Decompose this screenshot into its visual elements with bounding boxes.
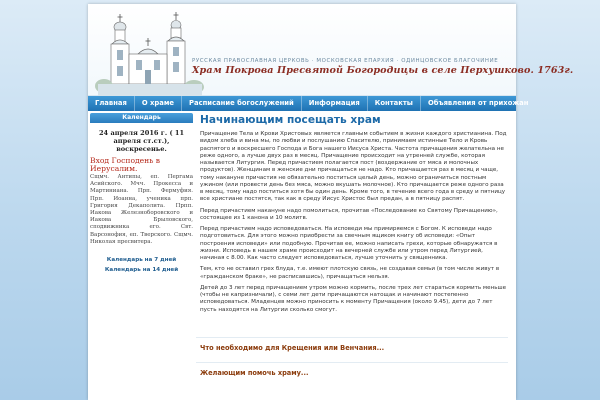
calendar-7-days-link[interactable]: Календарь на 7 дней xyxy=(106,257,177,264)
divider xyxy=(196,362,508,363)
article-paragraph: Перед причастием накануне надо помолиться, прочитав «Последование ко Святому Причащению», состоящее из 1 канона и 10 молитв. xyxy=(200,207,498,221)
nav-item-contacts[interactable]: Контакты xyxy=(368,96,421,111)
sidebar-calendar xyxy=(90,113,193,274)
nav-item-about[interactable]: О храме xyxy=(135,96,182,111)
nav-item-information[interactable]: Информация xyxy=(302,96,368,111)
article-paragraph: Детей до 3 лет перед причащением утром можно кормить, после трех лет стараться кормить меньше (чтобы не капризничали), с семи лет дети причащаются натощак и начинают постепенно исповедоваться. Младенцев можно приносить к моменту Причащения (около 9.45), дети до 7 лет пусть находятся на Литургии сколько смогут. xyxy=(200,284,507,313)
calendar-14-days-link[interactable]: Календарь на 14 дней xyxy=(104,267,179,274)
help-church-link[interactable]: Желающим помочь храму... xyxy=(200,369,309,377)
calendar-heading: Календарь xyxy=(90,113,193,123)
article-paragraph: Причащение Тела и Крови Христовых является главным событием в жизни каждого христианина. Под видом хлеба и вина мы, по любви и послушанию Спасителю, принимаем истинные Тело и Кровь распятого и воскресшего Господа и Бога нашего Иисуса Христа. Частота причащения желательна не реже одного, а лучше двух раз в месяц. Причащение происходит на утренней службе, которая называется Литургия. Перед причастием полагается пост (воздержание от мяса и молочных продуктов). Женщинам в женские дни причащаться не надо. Кто причащается раз в месяц и чаще, тому накануне причастия не обязательно поститься целый день, можно ограничиться постным ужином (или провести день без мяса, можно вкушать молочное). Кто причащается реже одного раза в месяц, тому надо поститься хотя бы один день. Кроме того, в течение всего года в среду и пятницу все христиане постятся, так как в среду Иисус Христос был предан, а в пятницу распят. xyxy=(200,131,507,203)
nav-item-home[interactable]: Главная xyxy=(88,96,135,111)
header-slogan: РУССКАЯ ПРАВОСЛАВНАЯ ЦЕРКОВЬ · МОСКОВСКАЯ ЕПАРХИЯ · ОДИНЦОВСКОЕ БЛАГОЧИНИЕ xyxy=(192,58,499,64)
church-illustration xyxy=(98,10,202,96)
calendar-feast: Вход Господень в Иерусалим. xyxy=(90,156,161,173)
nav-item-schedule[interactable]: Расписание богослужений xyxy=(182,96,302,111)
page-container xyxy=(88,4,574,400)
site-header xyxy=(88,4,574,96)
site-title: Храм Покрова Пресвятой Богородицы в селе Перхушково. 1763г. xyxy=(192,65,574,76)
baptism-wedding-link[interactable]: Что необходимо для Крещения или Венчания... xyxy=(200,344,385,352)
calendar-date: 24 апреля 2016 г. ( 11 апреля ст.ст.), воскресенье. xyxy=(98,129,185,153)
article-paragraph: Перед причастием надо исповедоваться. На исповеди мы примиряемся с Богом. К исповеди надо подготовиться. Для этого можно приобрести за свечным ящиком книгу об исповеди: «Опыт построения исповеди» или подобную. Прочитав ее, можно написать грехи, которые обнаружатся в жизни. Исповедь в нашем храме происходит на вечерней службе или утром перед Литургией, начиная с 8.00. Как часто следует исповедоваться, лучше уточнить у священника. xyxy=(200,226,498,261)
divider xyxy=(196,337,508,338)
main-content xyxy=(200,114,508,318)
nav-item-announcements[interactable]: Объявления от прихожан xyxy=(427,99,529,107)
main-navigation xyxy=(88,96,529,111)
calendar-saints: Сщмч. Антипы, еп. Пергама Асийского. Мчч. Прокесса и Мартиниана. Прп. Фермуфия. Прп. Иоанна, ученика прп. Григория Декаполита. Прпп. Иакова Железноборовского и Иакова Брыловского, сподвижника его. Свт. Варсонофия, еп. Тверского. Сщмч. Николая пресвитера. xyxy=(90,174,193,245)
page-title: Начинающим посещать храм xyxy=(200,114,381,126)
article-paragraph: Тем, кто не оставил грех блуда, т.е. имеют плотскую связь, не создавая семьи (в том числе живут в «гражданском браке», не расписавшись), причащаться нельзя. xyxy=(200,266,500,280)
